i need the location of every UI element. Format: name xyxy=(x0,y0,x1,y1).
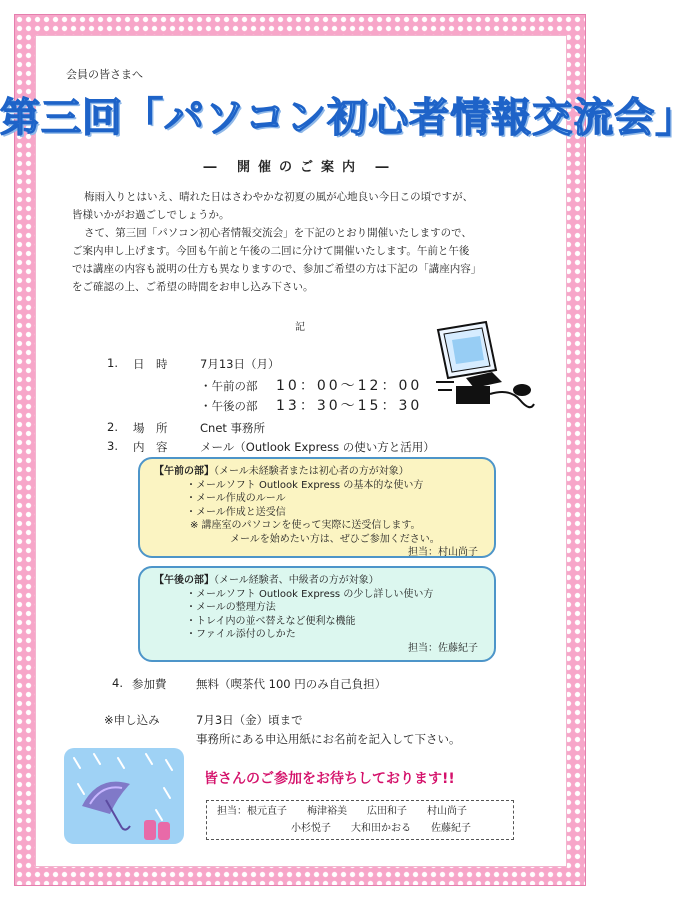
afternoon-box-target: （メール経験者、中級者の方が対象） xyxy=(214,575,379,586)
staff-row-1: 担当：根元直子 梅津裕美 広田和子 村山尚子 xyxy=(217,806,467,817)
subtitle: ― 開催のご案内 ― xyxy=(203,160,397,175)
item-3-label: 内 容 xyxy=(133,440,168,454)
afternoon-bullet-3: ・トレイ内の並べ替えなど便利な機能 xyxy=(186,615,356,627)
morning-bullet-1: ・メールソフト Outlook Express の基本的な使い方 xyxy=(186,479,424,491)
morning-charge: 担当：村山尚子 xyxy=(408,547,478,558)
page-title: 第三回「パソコン初心者情報交流会」 xyxy=(0,95,696,141)
intro-line-4: ご案内申し上げます。今回も午前と午後の二回に分けて開催いたします。午前と午後 xyxy=(72,245,470,257)
item-1-value: 7月13日（月） xyxy=(200,357,280,371)
item-1-number: 1. xyxy=(107,356,118,370)
item-2-number: 2. xyxy=(107,420,118,434)
rain-umbrella-illustration xyxy=(60,744,188,848)
morning-bullet-3: ・メール作成と送受信 xyxy=(186,506,286,518)
intro-line-2: 皆様いかがお過ごしでしょうか。 xyxy=(72,209,230,221)
closing-message: 皆さんのご参加をお待ちしております!! xyxy=(204,771,455,787)
item-1-label: 日 時 xyxy=(133,357,168,371)
afternoon-session-box xyxy=(138,566,496,662)
am-label: ・午前の部 xyxy=(200,379,258,393)
intro-line-1: 梅雨入りとはいえ、晴れた日はさわやかな初夏の風が心地良い今日この頃ですが、 xyxy=(84,191,474,203)
afternoon-bullet-1: ・メールソフト Outlook Express の少し詳しい使い方 xyxy=(186,588,434,600)
staff-box xyxy=(206,800,514,840)
morning-box-head: 【午前の部】 xyxy=(154,466,214,477)
item-4-value: 無料（喫茶代 100 円のみ自己負担） xyxy=(196,677,387,691)
item-4-label: 参加費 xyxy=(132,677,167,691)
am-time: 10：00～12：00 xyxy=(276,378,423,394)
morning-note-1: ※ 講座室のパソコンを使って実際に送受信します。 xyxy=(190,520,421,531)
apply-deadline: 7月3日（金）頃まで xyxy=(196,713,303,727)
item-3-value: メール（Outlook Express の使い方と活用） xyxy=(200,440,435,454)
apply-label: ※申し込み xyxy=(104,713,160,727)
morning-note-2: メールを始めたい方は、ぜひご参加ください。 xyxy=(230,533,440,545)
morning-box-target: （メール未経験者または初心者の方が対象） xyxy=(214,466,409,477)
intro-line-5: では講座の内容も説明の仕方も異なりますので、参加ご希望の方は下記の「講座内容」 xyxy=(72,263,482,275)
item-2-label: 場 所 xyxy=(133,421,168,435)
morning-bullet-2: ・メール作成のルール xyxy=(186,493,286,504)
intro-line-3: さて、第三回「パソコン初心者情報交流会」を下記のとおり開催いたしますので、 xyxy=(84,227,472,239)
staff-row-2: 小杉悦子 大和田かおる 佐藤紀子 xyxy=(291,823,471,834)
morning-session-box xyxy=(138,457,496,558)
afternoon-charge: 担当：佐藤紀子 xyxy=(408,642,478,654)
item-3-number: 3. xyxy=(107,439,118,453)
morning-box-heading xyxy=(154,465,482,479)
afternoon-box-heading xyxy=(154,574,482,588)
computer-illustration xyxy=(430,320,538,412)
intro-line-6: をご確認の上、ご希望の時間をお申し込み下さい。 xyxy=(72,281,314,293)
ki-heading: 記 xyxy=(295,322,305,333)
afternoon-bullet-4: ・ファイル添付のしかた xyxy=(186,629,296,640)
afternoon-box-head: 【午後の部】 xyxy=(154,575,214,586)
greeting: 会員の皆さまへ xyxy=(66,68,143,81)
item-4-number: 4. xyxy=(112,676,123,690)
apply-note: 事務所にある申込用紙にお名前を記入して下さい。 xyxy=(196,732,461,746)
item-2-value: Cnet 事務所 xyxy=(200,421,266,435)
pm-time: 13：30～15：30 xyxy=(276,398,423,414)
afternoon-bullet-2: ・メールの整理方法 xyxy=(186,602,276,613)
pm-label: ・午後の部 xyxy=(200,399,258,413)
